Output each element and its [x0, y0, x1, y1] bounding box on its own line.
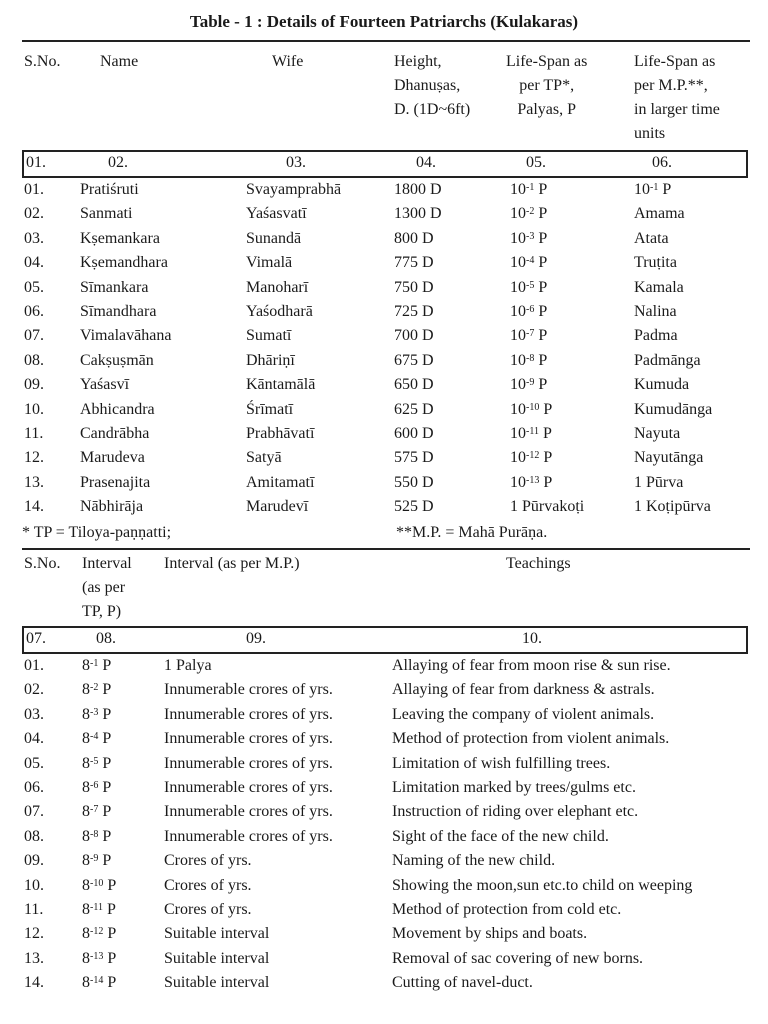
height-value: 775 D — [394, 254, 434, 272]
teaching: Cutting of navel-duct. — [392, 974, 533, 992]
interval-tp-base: 8 — [82, 925, 90, 943]
table-row — [0, 971, 768, 995]
lifespan-tp-exponent: -13 — [526, 474, 540, 486]
lifespan-tp-unit: P — [534, 181, 548, 198]
interval-tp-unit: P — [103, 876, 117, 894]
height-value: 650 D — [394, 376, 434, 394]
height-value: 600 D — [394, 425, 434, 442]
t1-column-number-box — [22, 150, 748, 178]
patriarch-name: Abhicandra — [80, 400, 155, 418]
wife-name: Manoharī — [246, 278, 309, 296]
wife-name: Śrīmatī — [246, 400, 294, 418]
interval-tp-unit: P — [98, 705, 112, 723]
t1-colnum: 03. — [286, 154, 306, 171]
lifespan-tp-base: 10 — [510, 327, 526, 345]
row-sno: 05. — [24, 754, 44, 772]
interval-tp-unit: P — [98, 852, 112, 870]
teaching: Allaying of fear from darkness & astrals. — [392, 681, 655, 699]
interval-tp-base: 8 — [82, 901, 90, 918]
lifespan-tp — [510, 446, 552, 470]
lifespan-tp-unit: P — [539, 473, 553, 491]
interval-tp — [82, 678, 111, 702]
lifespan-tp-base: 10 — [510, 181, 526, 198]
patriarch-name: Kṣemandhara — [80, 254, 168, 272]
t2-header-interval-tp-line: TP, P) — [82, 603, 122, 620]
patriarch-name: Kṣemankara — [80, 229, 160, 247]
patriarch-name: Sīmandhara — [80, 303, 157, 320]
patriarch-name: Sanmati — [80, 205, 133, 223]
teaching: Removal of sac covering of new borns. — [392, 949, 644, 967]
interval-tp — [82, 776, 111, 800]
t2-header-interval-tp — [82, 552, 132, 624]
patriarch-name: Sīmankara — [80, 278, 149, 296]
wife-name: Vimalā — [246, 254, 293, 272]
wife-name: Yaśasvatī — [246, 205, 307, 223]
patriarch-name: Nābhirāja — [80, 498, 144, 516]
lifespan-tp-base: 10 — [510, 425, 526, 442]
interval-tp — [82, 898, 116, 922]
t1-header-lifespan-tp — [506, 50, 587, 122]
interval-tp-base: 8 — [82, 803, 90, 821]
row-sno: 10. — [24, 876, 44, 894]
interval-tp — [82, 874, 116, 898]
lifespan-tp-exponent: -11 — [526, 426, 539, 437]
row-sno: 01. — [24, 181, 44, 198]
interval-tp-unit: P — [98, 657, 112, 674]
lifespan-tp-base: 10 — [510, 473, 526, 491]
t1-header-tp-line: Life-Span as — [506, 53, 588, 70]
lifespan-mp: Kumuda — [634, 376, 690, 394]
interval-tp-exponent: -8 — [90, 828, 99, 840]
wife-name: Yaśodharā — [246, 303, 313, 320]
lifespan-tp-unit: P — [534, 254, 548, 272]
teaching: Limitation marked by trees/gulms etc. — [392, 779, 636, 796]
teaching: Sight of the face of the new child. — [392, 827, 609, 845]
t1-header-tp-line: per TP*, — [519, 77, 575, 94]
lifespan-tp — [510, 251, 547, 275]
lifespan-tp-exponent: -10 — [526, 401, 540, 413]
t2-header-interval-tp-line: (as per — [82, 579, 126, 596]
lifespan-tp-unit: P — [534, 376, 548, 394]
t2-header-sno: S.No. — [24, 555, 61, 572]
table-row — [0, 422, 768, 446]
lifespan-tp-exponent: -6 — [526, 304, 535, 315]
lifespan-tp-exponent: -7 — [526, 328, 535, 340]
row-sno: 11. — [24, 901, 44, 918]
lifespan-mp-exponent: -1 — [650, 182, 659, 193]
interval-tp — [82, 752, 111, 776]
interval-mp: Suitable interval — [164, 925, 270, 943]
t1-header-height-line: D. (1D~6ft) — [394, 101, 471, 118]
row-sno: 03. — [24, 705, 44, 723]
height-value: 550 D — [394, 473, 434, 491]
table-row — [0, 825, 768, 849]
interval-tp-base: 8 — [82, 974, 90, 992]
row-sno: 07. — [24, 327, 44, 345]
row-sno: 08. — [24, 827, 44, 845]
lifespan-tp-unit: P — [539, 449, 553, 467]
wife-name: Marudevī — [246, 498, 309, 516]
t2-colnum: 07. — [26, 630, 46, 647]
interval-tp-exponent: -11 — [90, 902, 103, 913]
lifespan-mp: Nayuta — [634, 425, 681, 442]
patriarch-name: Vimalavāhana — [80, 327, 172, 345]
lifespan-tp — [510, 471, 552, 495]
t1-header-mp-line: units — [634, 125, 666, 142]
interval-tp — [82, 727, 111, 751]
interval-mp: Suitable interval — [164, 949, 270, 967]
interval-tp-unit: P — [98, 779, 112, 796]
interval-tp-base: 8 — [82, 657, 90, 674]
t1-header-height-line: Dhanuṣas, — [394, 77, 461, 94]
lifespan-tp-unit: P — [534, 327, 548, 345]
row-sno: 06. — [24, 779, 44, 796]
interval-mp: Suitable interval — [164, 974, 270, 992]
patriarch-name: Yaśasvī — [80, 376, 130, 394]
table-row — [0, 922, 768, 946]
interval-tp-base: 8 — [82, 876, 90, 894]
lifespan-tp-exponent: -12 — [526, 450, 540, 462]
interval-tp-base: 8 — [82, 705, 90, 723]
lifespan-tp — [510, 300, 547, 324]
lifespan-tp-unit: P — [534, 205, 548, 223]
table-row — [0, 874, 768, 898]
row-sno: 02. — [24, 681, 44, 699]
interval-mp: Innumerable crores of yrs. — [164, 779, 333, 796]
t2-column-number-box — [22, 626, 748, 654]
row-sno: 01. — [24, 657, 44, 674]
interval-mp: Innumerable crores of yrs. — [164, 827, 333, 845]
lifespan-tp-exponent: -4 — [526, 255, 535, 267]
lifespan-mp: Kamala — [634, 278, 684, 296]
interval-tp-base: 8 — [82, 852, 90, 870]
interval-tp-unit: P — [98, 681, 112, 699]
interval-mp: Innumerable crores of yrs. — [164, 705, 333, 723]
t1-colnum: 01. — [26, 154, 46, 171]
table-row — [0, 373, 768, 397]
height-value: 675 D — [394, 351, 434, 369]
lifespan-mp: Nalina — [634, 303, 677, 320]
lifespan-tp — [510, 178, 547, 202]
interval-tp-unit: P — [102, 901, 116, 918]
t1-header-mp-line: per M.P.**, — [634, 77, 708, 94]
interval-tp-exponent: -13 — [90, 950, 104, 962]
height-value: 625 D — [394, 400, 434, 418]
wife-name: Satyā — [246, 449, 282, 467]
patriarch-name: Prasenajita — [80, 473, 151, 491]
interval-tp — [82, 971, 116, 995]
teaching: Instruction of riding over elephant etc. — [392, 803, 639, 821]
t2-header-interval-mp: Interval (as per M.P.) — [164, 555, 300, 572]
t1-colnum: 06. — [652, 154, 672, 171]
interval-mp: Innumerable crores of yrs. — [164, 754, 333, 772]
height-value: 750 D — [394, 278, 434, 296]
interval-tp-unit: P — [103, 974, 117, 992]
rule-top — [22, 40, 750, 42]
row-sno: 04. — [24, 254, 44, 272]
lifespan-tp — [510, 324, 547, 348]
t1-header-lifespan-mp — [634, 50, 720, 146]
wife-name: Sumatī — [246, 327, 292, 345]
teaching: Movement by ships and boats. — [392, 925, 588, 943]
table-row — [0, 947, 768, 971]
table-row — [0, 727, 768, 751]
table-title: Table - 1 : Details of Fourteen Patriarchs (Kulakaras) — [189, 12, 579, 31]
lifespan-tp — [510, 276, 547, 300]
footnote-tp: * TP = Tiloya-paṇṇatti; — [22, 524, 172, 541]
interval-mp: Innumerable crores of yrs. — [164, 681, 333, 699]
teaching: Naming of the new child. — [392, 852, 556, 870]
lifespan-tp-exponent: -2 — [526, 206, 535, 218]
table-row — [0, 324, 768, 348]
footnote-mp: **M.P. = Mahā Purāṇa. — [396, 524, 548, 541]
lifespan-tp-base: 10 — [510, 376, 526, 394]
interval-tp — [82, 800, 111, 824]
interval-tp-base: 8 — [82, 754, 90, 772]
lifespan-tp — [510, 227, 547, 251]
interval-tp-exponent: -10 — [90, 877, 104, 889]
lifespan-tp-exponent: -9 — [526, 377, 535, 389]
interval-tp-exponent: -7 — [90, 804, 99, 816]
row-sno: 04. — [24, 730, 44, 748]
t1-header-name: Name — [100, 53, 139, 70]
patriarch-name: Marudeva — [80, 449, 145, 467]
lifespan-mp: 1 Pūrva — [634, 473, 684, 491]
row-sno: 09. — [24, 852, 44, 870]
table-row — [0, 898, 768, 922]
interval-tp-unit: P — [98, 754, 112, 772]
interval-tp-unit: P — [98, 730, 112, 748]
table-row — [0, 446, 768, 470]
interval-tp — [82, 947, 116, 971]
table-row — [0, 300, 768, 324]
height-value: 725 D — [394, 303, 434, 320]
lifespan-tp — [510, 202, 547, 226]
interval-tp-exponent: -5 — [90, 755, 99, 767]
table-row — [0, 227, 768, 251]
lifespan-tp-exponent: -1 — [526, 182, 535, 193]
lifespan-tp-base: 10 — [510, 229, 526, 247]
height-value: 800 D — [394, 229, 434, 247]
row-sno: 08. — [24, 351, 44, 369]
wife-name: Svayamprabhā — [246, 181, 342, 198]
row-sno: 07. — [24, 803, 44, 821]
t1-colnum: 04. — [416, 154, 436, 171]
teaching: Method of protection from violent animals. — [392, 730, 670, 748]
interval-tp-base: 8 — [82, 827, 90, 845]
row-sno: 02. — [24, 205, 44, 223]
row-sno: 14. — [24, 498, 44, 516]
interval-tp — [82, 922, 116, 946]
wife-name: Prabhāvatī — [246, 425, 315, 442]
row-sno: 10. — [24, 400, 44, 418]
rule-middle — [22, 548, 750, 550]
t1-header-height — [394, 50, 470, 122]
row-sno: 11. — [24, 425, 44, 442]
wife-name: Sunandā — [246, 229, 302, 247]
t2-colnum: 10. — [522, 630, 542, 647]
t1-header-tp-line: Palyas, P — [517, 101, 576, 118]
table-row — [0, 276, 768, 300]
lifespan-mp: Padmānga — [634, 351, 701, 369]
lifespan-mp: Amama — [634, 205, 685, 223]
lifespan-tp-exponent: -5 — [526, 279, 535, 291]
interval-tp-exponent: -3 — [90, 706, 99, 718]
table-row — [0, 849, 768, 873]
teaching: Method of protection from cold etc. — [392, 901, 622, 918]
lifespan-tp-base: 10 — [510, 351, 526, 369]
table-row — [0, 202, 768, 226]
table-row — [0, 752, 768, 776]
lifespan-tp-unit: P — [534, 351, 548, 369]
row-sno: 14. — [24, 974, 44, 992]
t1-colnum: 02. — [108, 154, 128, 171]
teaching: Leaving the company of violent animals. — [392, 705, 655, 723]
lifespan-tp-exponent: -3 — [526, 230, 535, 242]
row-sno: 12. — [24, 925, 44, 943]
table-row — [0, 654, 768, 678]
t1-header-mp-line: in larger time — [634, 101, 720, 118]
interval-tp-base: 8 — [82, 779, 90, 796]
interval-mp: Innumerable crores of yrs. — [164, 730, 333, 748]
height-value: 525 D — [394, 498, 434, 516]
t1-header-wife: Wife — [272, 53, 304, 70]
interval-tp-base: 8 — [82, 681, 90, 699]
lifespan-tp-unit: P — [534, 303, 548, 320]
row-sno: 03. — [24, 229, 44, 247]
patriarch-name: Cakṣuṣmān — [80, 351, 154, 369]
interval-mp: 1 Palya — [164, 657, 212, 674]
lifespan-tp-unit: P — [534, 278, 548, 296]
table-row — [0, 703, 768, 727]
t1-header-height-line: Height, — [394, 53, 442, 70]
interval-tp-exponent: -1 — [90, 658, 99, 669]
lifespan-tp-unit: P — [534, 229, 548, 247]
lifespan-tp-base: 10 — [510, 278, 526, 296]
patriarch-name: Candrābha — [80, 425, 150, 442]
lifespan-tp-unit: P — [539, 400, 553, 418]
teaching: Showing the moon,sun etc.to child on weeping — [392, 876, 693, 894]
height-value: 1300 D — [394, 205, 442, 223]
lifespan-tp — [510, 349, 547, 373]
interval-tp-exponent: -9 — [90, 853, 99, 865]
table-row — [0, 800, 768, 824]
lifespan-mp-base: 10 — [634, 181, 650, 198]
teaching: Limitation of wish fulfilling trees. — [392, 754, 611, 772]
lifespan-mp — [634, 178, 671, 202]
row-sno: 13. — [24, 949, 44, 967]
interval-tp-base: 8 — [82, 949, 90, 967]
interval-tp — [82, 849, 111, 873]
teaching: Allaying of fear from moon rise & sun rise. — [392, 657, 671, 674]
interval-tp-exponent: -6 — [90, 780, 99, 791]
table-row — [0, 495, 768, 519]
table-row — [0, 349, 768, 373]
table-row — [0, 471, 768, 495]
height-value: 1800 D — [394, 181, 442, 198]
t2-header-interval-tp-line: Interval — [82, 555, 132, 572]
row-sno: 12. — [24, 449, 44, 467]
lifespan-mp: Kumudānga — [634, 400, 713, 418]
interval-tp — [82, 703, 111, 727]
row-sno: 09. — [24, 376, 44, 394]
lifespan-mp: 1 Koṭipūrva — [634, 498, 711, 516]
interval-mp: Crores of yrs. — [164, 901, 252, 918]
lifespan-tp-base: 10 — [510, 449, 526, 467]
interval-tp-exponent: -4 — [90, 731, 99, 743]
row-sno: 05. — [24, 278, 44, 296]
t2-colnum: 09. — [246, 630, 266, 647]
height-value: 575 D — [394, 449, 434, 467]
t2-header-teachings: Teachings — [506, 555, 571, 572]
lifespan-mp: Nayutānga — [634, 449, 704, 467]
table-row — [0, 251, 768, 275]
lifespan-tp — [510, 373, 547, 397]
t2-colnum: 08. — [96, 630, 116, 647]
t1-header-mp-line: Life-Span as — [634, 53, 716, 70]
wife-name: Kāntamālā — [246, 376, 316, 394]
patriarch-name: Pratiśruti — [80, 181, 139, 198]
table-row — [0, 398, 768, 422]
lifespan-tp — [510, 398, 552, 422]
interval-tp-exponent: -14 — [90, 975, 104, 987]
lifespan-tp — [510, 422, 552, 446]
lifespan-mp: Padma — [634, 327, 678, 345]
lifespan-mp-unit: P — [658, 181, 672, 198]
lifespan-tp-unit: P — [538, 425, 552, 442]
lifespan-tp-base: 10 — [510, 205, 526, 223]
interval-tp-base: 8 — [82, 730, 90, 748]
row-sno: 13. — [24, 473, 44, 491]
interval-tp-unit: P — [103, 949, 117, 967]
t1-header-sno: S.No. — [24, 53, 61, 70]
interval-mp: Crores of yrs. — [164, 852, 252, 870]
lifespan-tp-base: 10 — [510, 254, 526, 272]
lifespan-tp-base: 10 — [510, 400, 526, 418]
interval-mp: Crores of yrs. — [164, 876, 252, 894]
interval-tp — [82, 825, 111, 849]
lifespan-tp: 1 Pūrvakoṭi — [510, 498, 585, 516]
interval-mp: Innumerable crores of yrs. — [164, 803, 333, 821]
interval-tp-exponent: -2 — [90, 682, 99, 694]
lifespan-mp: Atata — [634, 229, 669, 247]
table-row — [0, 178, 768, 202]
height-value: 700 D — [394, 327, 434, 345]
wife-name: Amitamatī — [246, 473, 315, 491]
table-row — [0, 776, 768, 800]
wife-name: Dhāriṇī — [246, 351, 295, 369]
lifespan-mp: Truṭita — [634, 254, 677, 272]
interval-tp-unit: P — [98, 803, 112, 821]
interval-tp-unit: P — [98, 827, 112, 845]
t1-colnum: 05. — [526, 154, 546, 171]
interval-tp-exponent: -12 — [90, 926, 104, 938]
lifespan-tp-base: 10 — [510, 303, 526, 320]
interval-tp — [82, 654, 111, 678]
lifespan-tp-exponent: -8 — [526, 352, 535, 364]
interval-tp-unit: P — [103, 925, 117, 943]
row-sno: 06. — [24, 303, 44, 320]
table-row — [0, 678, 768, 702]
